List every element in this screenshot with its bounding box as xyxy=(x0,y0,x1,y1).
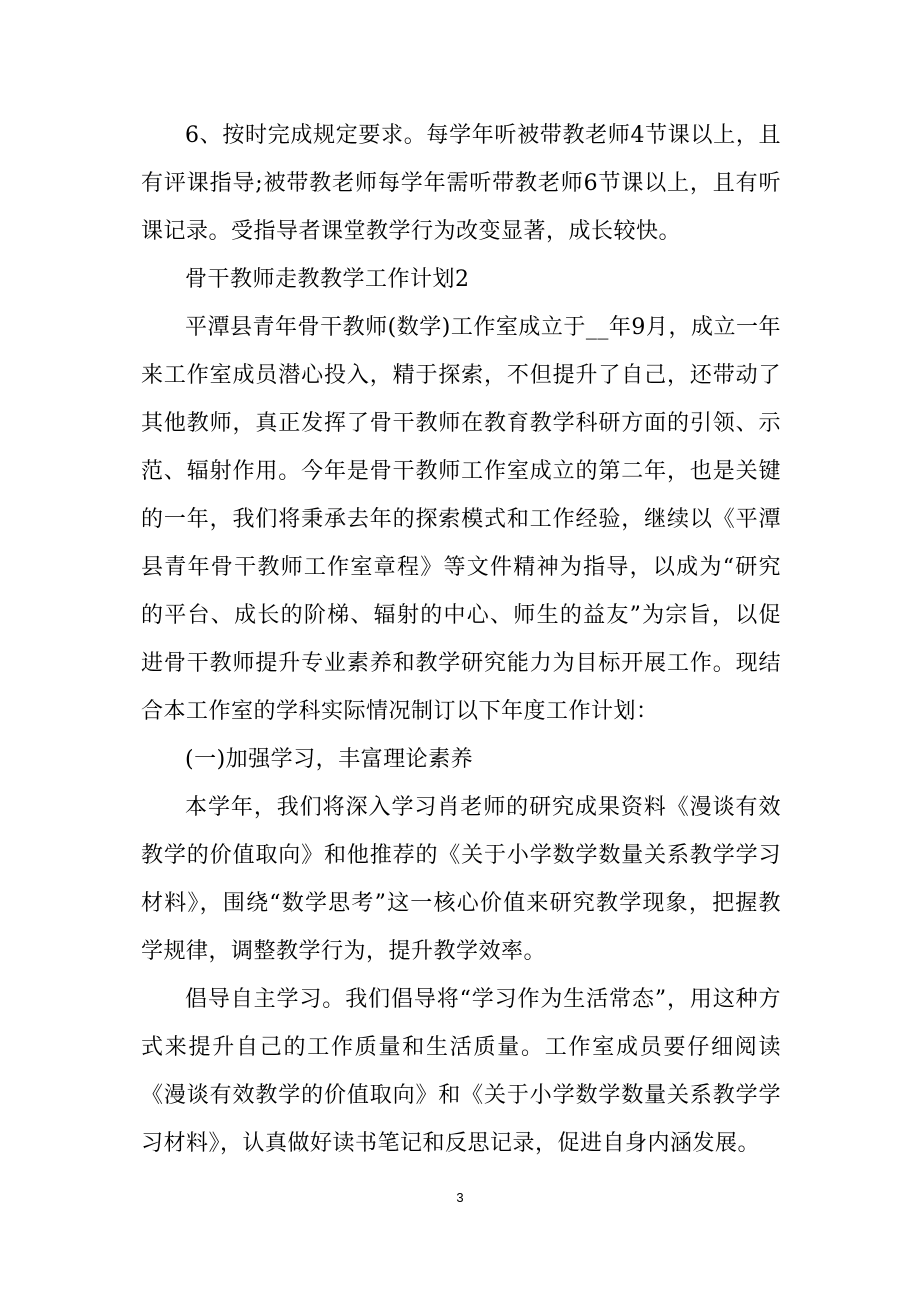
paragraph-studio-introduction: 平潭县青年骨干教师(数学)工作室成立于__年9月，成立一年来工作室成员潜心投入，精于探索，不但提升了自己，还带动了其他教师，真正发挥了骨干教师在教育教学科研方面的引领、示范、辐射作用。今年是骨干教师工作室成立的第二年，也是关键的一年，我们将秉承去年的探索模式和工作经验，继续以《平潭县青年骨干教师工作室章程》等文件精神为指导，以成为“研究的平台、成长的阶梯、辐射的中心、师生的益友”为宗旨，以促进骨干教师提升专业素养和教学研究能力为目标开展工作。现结合本工作室的学科实际情况制订以下年度工作计划： xyxy=(141,315,781,724)
paragraph-requirement-6: 6、按时完成规定要求。每学年听被带教老师4节课以上，且有评课指导;被带教老师每学年需听带教老师6节课以上，且有听课记录。受指导者课堂教学行为改变显著，成长较快。 xyxy=(141,123,781,244)
section-title-plan-2: 骨干教师走教教学工作计划2 xyxy=(185,267,470,292)
document-body xyxy=(141,112,781,1168)
page-number: 3 xyxy=(456,1190,464,1205)
heading-strengthen-learning: (一)加强学习，丰富理论素养 xyxy=(185,747,474,772)
paragraph-study-materials: 本学年，我们将深入学习肖老师的研究成果资料《漫谈有效教学的价值取向》和他推荐的《关于小学数学数量关系教学学习材料》，围绕“数学思考”这一核心价值来研究教学现象，把握教学规律，调整教学行为，提升教学效率。 xyxy=(141,795,781,964)
paragraph-self-learning: 倡导自主学习。我们倡导将“学习作为生活常态”，用这种方式来提升自己的工作质量和生活质量。工作室成员要仔细阅读《漫谈有效教学的价值取向》和《关于小学数学数量关系教学学习材料》，认真做好读书笔记和反思记录，促进自身内涵发展。 xyxy=(141,987,781,1156)
